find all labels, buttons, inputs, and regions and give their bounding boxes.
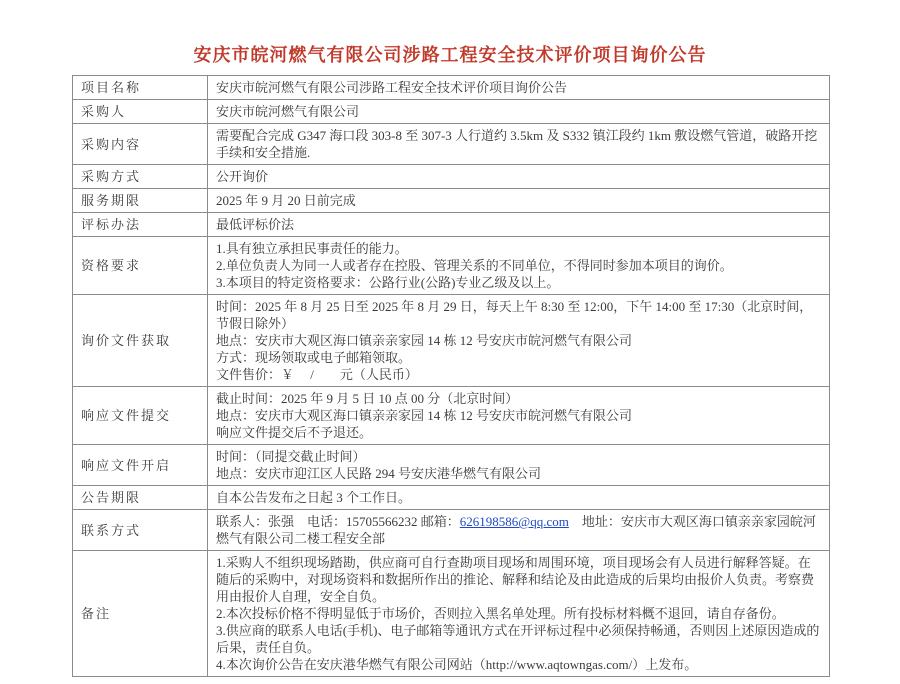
row-label: 资格要求 — [73, 237, 208, 295]
content-paragraph — [216, 448, 823, 465]
row-label: 备注 — [73, 551, 208, 677]
row-label: 采购内容 — [73, 124, 208, 165]
content-paragraph — [216, 390, 823, 407]
text-segment: 安庆市皖河燃气有限公司 — [216, 104, 360, 119]
table-row — [73, 76, 830, 100]
content-paragraph — [216, 513, 823, 547]
text-segment: 需要配合完成 G347 海口段 303-8 至 307-3 人行道约 3.5km 及 S332 镇江段约 1km 敷设燃气管道，破路开挖手续和安全措施. — [216, 128, 818, 160]
row-label: 响应文件提交 — [73, 387, 208, 445]
content-paragraph — [216, 168, 823, 185]
text-segment: 4.本次询价公告在安庆港华燃气有限公司网站（http://www.aqtowngas.com/）上发布。 — [216, 657, 698, 672]
text-segment: 地点：安庆市大观区海口镇亲亲家园 14 栋 12 号安庆市皖河燃气有限公司 — [216, 408, 633, 423]
table-row — [73, 486, 830, 510]
table-row — [73, 189, 830, 213]
page-title: 安庆市皖河燃气有限公司涉路工程安全技术评价项目询价公告 — [193, 45, 707, 65]
table-row — [73, 551, 830, 677]
content-paragraph — [216, 332, 823, 349]
text-segment: 截止时间：2025 年 9 月 5 日 10 点 00 分（北京时间） — [216, 391, 519, 406]
content-paragraph — [216, 656, 823, 673]
row-label: 公告期限 — [73, 486, 208, 510]
table-row — [73, 213, 830, 237]
email-link[interactable]: 626198586@qq.com — [459, 514, 569, 529]
content-paragraph — [216, 274, 823, 291]
text-segment: 联系人：张强 电话：15705566232 邮箱： — [216, 514, 460, 529]
row-content — [208, 486, 830, 510]
row-content — [208, 124, 830, 165]
content-paragraph — [216, 349, 823, 366]
text-segment: 时间：2025 年 8 月 25 日至 2025 年 8 月 29 日，每天上午 8:30 至 12:00，下午 14:00 至 17:30（北京时间，节假日除外） — [216, 299, 813, 331]
row-content — [208, 189, 830, 213]
row-content — [208, 510, 830, 551]
content-paragraph — [216, 103, 823, 120]
content-paragraph — [216, 366, 823, 383]
row-content — [208, 100, 830, 124]
content-paragraph — [216, 605, 823, 622]
text-segment: 安庆市皖河燃气有限公司涉路工程安全技术评价项目询价公告 — [216, 80, 568, 95]
text-segment: 2025 年 9 月 20 日前完成 — [216, 193, 356, 208]
row-content — [208, 76, 830, 100]
table-row — [73, 100, 830, 124]
text-segment: 公开询价 — [216, 169, 269, 184]
row-content — [208, 387, 830, 445]
row-label: 联系方式 — [73, 510, 208, 551]
content-paragraph — [216, 465, 823, 482]
content-paragraph — [216, 257, 823, 274]
row-content — [208, 165, 830, 189]
content-paragraph — [216, 192, 823, 209]
row-content — [208, 551, 830, 677]
row-label: 采购人 — [73, 100, 208, 124]
content-paragraph — [216, 407, 823, 424]
content-paragraph — [216, 554, 823, 605]
text-segment: 1.具有独立承担民事责任的能力。 — [216, 241, 408, 256]
table-row — [73, 124, 830, 165]
table-row — [73, 295, 830, 387]
text-segment: 3.供应商的联系人电话(手机)、电子邮箱等通讯方式在开评标过程中必须保持畅通，否则因上述原因造成的后果，责任自负。 — [216, 623, 820, 655]
text-segment: 地点：安庆市迎江区人民路 294 号安庆港华燃气有限公司 — [216, 466, 542, 481]
text-segment: 地址：安庆市大观区海口镇亲亲家园皖河燃气有限公司二楼工程安全部 — [216, 514, 816, 546]
table-row — [73, 165, 830, 189]
table-row — [73, 510, 830, 551]
row-content — [208, 213, 830, 237]
row-content — [208, 445, 830, 486]
announcement-table — [72, 75, 830, 677]
row-label: 服务期限 — [73, 189, 208, 213]
text-segment: 文件售价：￥ / 元（人民币） — [216, 367, 418, 382]
content-paragraph — [216, 240, 823, 257]
text-segment: 自本公告发布之日起 3 个工作日。 — [216, 490, 412, 505]
table-row — [73, 237, 830, 295]
row-label: 响应文件开启 — [73, 445, 208, 486]
row-label: 评标办法 — [73, 213, 208, 237]
text-segment: 最低评标价法 — [216, 217, 295, 232]
table-row — [73, 445, 830, 486]
content-paragraph — [216, 489, 823, 506]
content-paragraph — [216, 622, 823, 656]
text-segment: 3.本项目的特定资格要求：公路行业(公路)专业乙级及以上。 — [216, 275, 560, 290]
text-segment: 地点：安庆市大观区海口镇亲亲家园 14 栋 12 号安庆市皖河燃气有限公司 — [216, 333, 633, 348]
text-segment: 2.单位负责人为同一人或者存在控股、管理关系的不同单位，不得同时参加本项目的询价。 — [216, 258, 733, 273]
table-row — [73, 387, 830, 445]
row-label: 项目名称 — [73, 76, 208, 100]
content-paragraph — [216, 216, 823, 233]
row-content — [208, 237, 830, 295]
row-label: 采购方式 — [73, 165, 208, 189]
row-content — [208, 295, 830, 387]
text-segment: 响应文件提交后不予退还。 — [216, 425, 373, 440]
text-segment: 方式：现场领取或电子邮箱领取。 — [216, 350, 412, 365]
text-segment: 2.本次投标价格不得明显低于市场价，否则拉入黑名单处理。所有投标材料概不退回，请自存备份。 — [216, 606, 785, 621]
text-segment: 时间：（同提交截止时间） — [216, 449, 366, 464]
content-paragraph — [216, 298, 823, 332]
content-paragraph — [216, 127, 823, 161]
content-paragraph — [216, 424, 823, 441]
content-paragraph — [216, 79, 823, 96]
announcement-table-body — [73, 76, 830, 677]
text-segment: 1.采购人不组织现场踏勘，供应商可自行查勘项目现场和周围环境，项目现场会有人员进行解释答疑。在随后的采购中，对现场资料和数据所作出的推论、解释和结论及由此造成的后果均由报价人负责。考察费用由报价人自理，安全自负。 — [216, 555, 815, 604]
row-label: 询价文件获取 — [73, 295, 208, 387]
